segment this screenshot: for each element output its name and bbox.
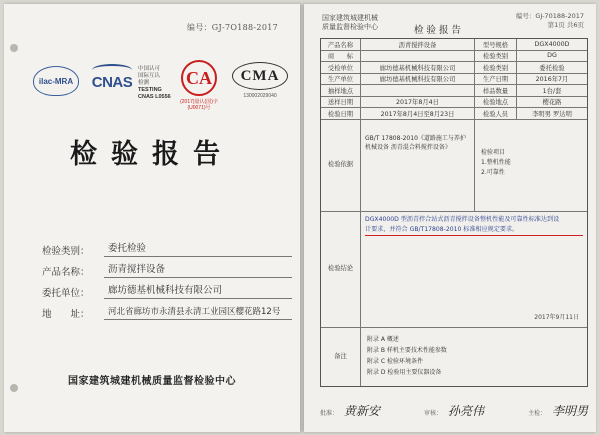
ca-certification-logo: CA (2017)量认(国)字(U0071)号 [174, 60, 224, 111]
cnas-caption: 中国认可 国际互认 检测 TESTING CNAS L0556 [138, 66, 171, 100]
cma-certification-logo: CMA 130002029040 [230, 62, 290, 99]
table-row: 抽样地点 样品数量 1台/套 [321, 85, 587, 97]
ilac-mark-icon: ilac-MRA [33, 66, 79, 96]
table-row: 生产单位 廊坊德基机械科技有限公司 生产日期 2016年7月 [321, 74, 587, 86]
signature-row [320, 402, 588, 419]
info-row-product: 产品名称： 沥青搅拌设备 [42, 257, 292, 278]
table-row: 检验日期 2017年8月4日至8月23日 检验人员 李明男 罗达明 [321, 108, 587, 120]
ilac-mra-logo [28, 66, 84, 96]
list-item: 附录 D 检验用主要仪器设备 [367, 368, 442, 376]
info-row-address: 地 址： 河北省廊坊市永清县永清工业园区樱花路12号 [42, 299, 292, 320]
info-row-category: 检验类别： 委托检验 [42, 236, 292, 257]
report-detail-page [304, 4, 596, 432]
table-row: 产品名称 沥青搅拌设备 型号规格 DGX4000D [321, 39, 587, 51]
basis-items: 检验项目 1.整机性能 2.可靠性 [481, 148, 511, 176]
detail-title: 检验报告 [414, 25, 465, 36]
signature-approver: 批准： 黄新安 [320, 404, 380, 418]
basis-section: 检验依据 GB/T 17808-2010《道路施工与养护机械设备 沥青混合料搅拌设备》 检验项目 1.整机性能 2.可靠性 [321, 120, 587, 212]
list-item: 附录 A 概述 [367, 335, 399, 343]
ca-mark-icon: CA [181, 60, 217, 96]
conclusion-line-1: DGX4000D 型沥青拌合站式沥青搅拌设备整机性能及可靠性标准达到设 [365, 215, 560, 223]
basis-standard: GB/T 17808-2010《道路施工与养护机械设备 沥青混合料搅拌设备》 [361, 120, 475, 211]
signature-reviewer: 审核： 孙亮伟 [424, 404, 484, 418]
detail-serial: 编号：GJ-70188-2017 第1页 共6页 [515, 12, 584, 29]
cover-page [4, 4, 300, 432]
table-row: 商 标 检验类别 DG [321, 51, 587, 63]
issuing-organization: 国家建筑城建机械质量监督检验中心 [68, 376, 236, 387]
report-table [320, 38, 588, 387]
cover-serial-number: 编号：GJ-7O188-2017 [186, 23, 278, 32]
list-item: 附录 C 检验环境条件 [367, 357, 424, 365]
info-row-client: 委托单位： 廊坊德基机械科技有限公司 [42, 278, 292, 299]
signature-inspector: 主检： 李明男 [528, 404, 588, 418]
report-title: 检验报告 [70, 139, 234, 170]
table-row: 受检单位 廊坊德基机械科技有限公司 检验类别 委托检验 [321, 62, 587, 74]
conclusion-line-2: 计要求，并符合 GB/T17808-2010 标准相应规定要求。 [365, 225, 583, 236]
binding-hole [10, 44, 18, 52]
cnas-logo: CNAS [88, 64, 136, 91]
detail-organization: 国家建筑城建机械 质量监督检验中心 [322, 14, 378, 31]
cover-info-block [42, 236, 292, 320]
remarks-section: 备注 附录 A 概述 附录 B 样机主要技术性能参数 附录 C 检验环境条件 附录 D 检验用主要仪器设备 [321, 328, 587, 386]
remarks-list [361, 328, 587, 386]
list-item: 附录 B 样机主要技术性能参数 [367, 346, 447, 354]
conclusion-date: 2017年9月11日 [534, 313, 579, 321]
table-row: 送样日期 2017年8月4日 检验地点 樱花路 [321, 97, 587, 109]
cma-mark-icon: CMA [232, 62, 288, 90]
conclusion-section: 检验结论 DGX4000D 型沥青拌合站式沥青搅拌设备整机性能及可靠性标准达到设 计要求，并符合 GB/T17808-2010 标准相应规定要求。 2017年9月11日 [321, 212, 587, 328]
